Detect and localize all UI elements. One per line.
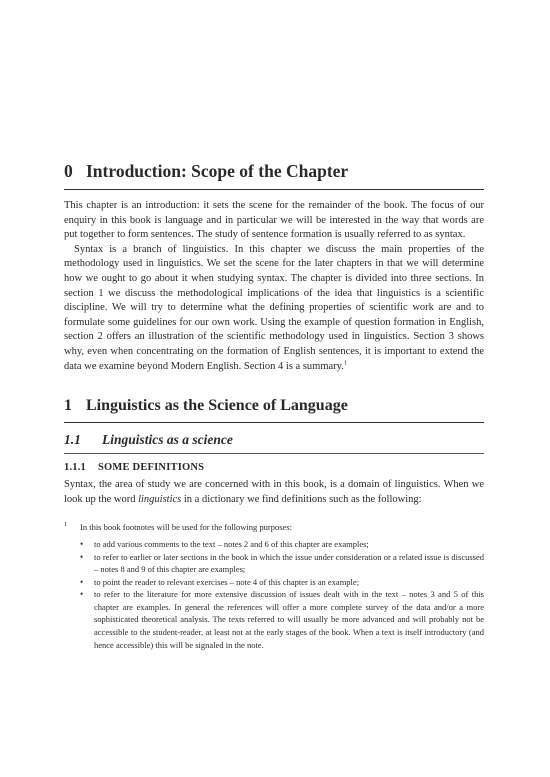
- subsubsection-number: 1.1.1: [64, 462, 86, 474]
- bullet-icon: •: [80, 538, 84, 549]
- subsection-title: Linguistics as a science: [102, 432, 233, 448]
- footnote-item: [80, 551, 484, 576]
- chapter-heading: [64, 160, 484, 190]
- intro-paragraph-2-text: Syntax is a branch of linguistics. In this chapter we discuss the main properties of the methodology used in linguistics. We set the scene for the later chapters in that we will determine how we ought to go about it when studying syntax. The chapter is divided into three sections. In section 1 we discuss the methodological implications of the idea that linguistics is a scientific discipline. We will try to determine what the defining properties of scientific work are and to formulate some guidelines for our own work. Using the example of question formation in English, section 2 offers an illustration of the scientific methodology used in linguistics. Section 3 shows why, even when concentrating on the formation of English sentences, it is important to extend the data we examine beyond Modern English. Section 4 is a summary.: [64, 243, 484, 372]
- section-title: Linguistics as the Science of Language: [86, 397, 348, 415]
- chapter-title: Introduction: Scope of the Chapter: [86, 161, 349, 181]
- definitions-paragraph: [64, 478, 484, 507]
- chapter-number: 0: [64, 161, 73, 181]
- subsection-number: 1.1: [64, 432, 81, 448]
- footnote-reference[interactable]: 1: [343, 359, 348, 367]
- bullet-icon: •: [80, 576, 84, 587]
- footnote: [64, 521, 484, 651]
- footnote-item: [80, 588, 484, 651]
- subsubsection-heading: [64, 461, 484, 475]
- footnote-item: [80, 538, 484, 551]
- footnote-mark: 1: [64, 521, 68, 529]
- footnote-item-text: to refer to the literature for more extensive discussion of issues dealt with in the text – notes 3 and 5 of this chapter are examples. In general the references will offer a more complete survey of the data and/or a more sophisticated theoretical analysis. The texts referred to will usually be more advanced and will probably not be accessible to the student-reader, at least not at the early stages of the book. When a text is itself introductory (and hence accessible) this will be signaled in the note.: [94, 589, 484, 650]
- bullet-icon: •: [80, 589, 84, 600]
- footnote-item-text: to refer to earlier or later sections in the book in which the issue under consideration or a related issue is discussed – notes 8 and 9 of this chapter are examples;: [94, 551, 484, 575]
- bullet-icon: •: [80, 551, 84, 562]
- footnote-intro: In this book footnotes will be used for the following purposes:: [80, 522, 293, 533]
- definitions-text-before: Syntax, the area of study we are concerned with in this book, is a domain of linguistics. When we look up the word: [64, 479, 484, 505]
- intro-paragraph-1: This chapter is an introduction: it sets the scene for the remainder of the book. The focus of our enquiry in this book is language and in particular we will be interested in the way that words are put together to form sentences. The study of sentence formation is usually referred to as syntax.: [64, 200, 484, 241]
- subsection-heading: [64, 431, 484, 454]
- page-content: [64, 160, 484, 651]
- subsubsection-title: SOME DEFINITIONS: [98, 462, 205, 474]
- section-number: 1: [64, 397, 72, 415]
- definitions-text-after: in a dictionary we find definitions such as the following:: [181, 493, 422, 505]
- section-heading: [64, 396, 484, 423]
- linguistics-term: linguistics: [138, 493, 182, 505]
- footnote-item-text: to point the reader to relevant exercises – note 4 of this chapter is an example;: [94, 576, 360, 587]
- intro-paragraph-2: [64, 243, 484, 374]
- footnote-item-text: to add various comments to the text – notes 2 and 6 of this chapter are examples;: [94, 538, 369, 549]
- footnote-head: [64, 521, 484, 534]
- footnote-item: [80, 576, 484, 589]
- footnote-list: [64, 538, 484, 651]
